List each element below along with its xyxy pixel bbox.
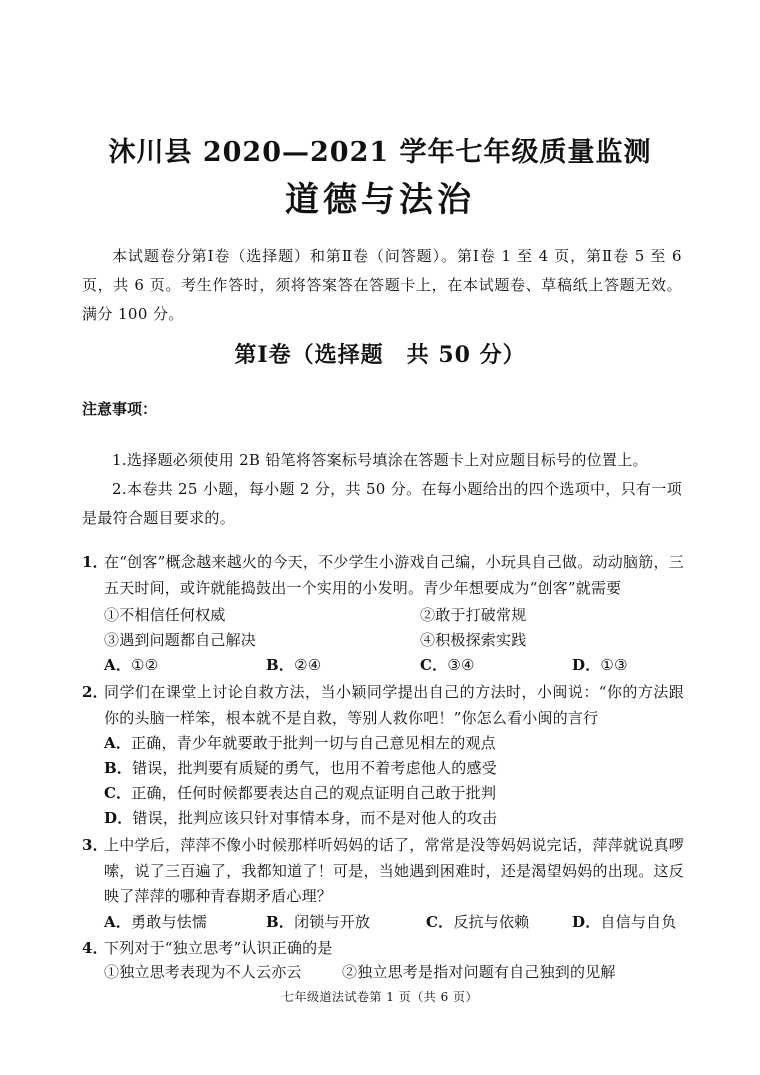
option-a — [104, 911, 207, 932]
option-text: 错误，批判要有质疑的勇气，也用不着考虑他人的感受 — [132, 759, 497, 777]
option-letter: B． — [104, 759, 133, 777]
exam-instructions: 本试题卷分第Ⅰ卷（选择题）和第Ⅱ卷（问答题）。第Ⅰ卷 1 至 4 页，第Ⅱ卷 5 至 6 页，共 6 页。考生作答时，须将答案答在答题卡上，在本试题卷、草稿纸上答题无效。满分 100 分。 — [82, 247, 682, 323]
option-text: 闭锁与开放 — [294, 913, 371, 931]
option-letter: A． — [104, 656, 132, 674]
option-letter: D． — [572, 913, 601, 931]
option-letter: D． — [572, 656, 601, 674]
option-b — [104, 757, 497, 778]
statement: ③遇到问题都自己解决 — [104, 631, 257, 649]
option-letter: B． — [266, 913, 295, 931]
question-stem: 同学们在课堂上讨论自救方法，当小颖同学提出自己的方法时，小闽说：“你的方法跟你的头脑一样笨，根本就不是自救，等别人救你吧！”你怎么看小闽的言行 — [104, 683, 684, 727]
statement: ①独立思考表现为不人云亦云 — [104, 963, 302, 981]
option-text: 反抗与依赖 — [453, 913, 530, 931]
question-number: 3． — [82, 836, 108, 854]
statement: ①不相信任何权威 — [104, 606, 226, 624]
question-1 — [82, 550, 682, 602]
option-text: 正确，青少年就要敢于批判一切与自己意见相左的观点 — [131, 734, 496, 752]
option-text: ②④ — [294, 656, 322, 674]
option-b — [266, 654, 321, 675]
question-3 — [82, 833, 682, 910]
notice-item: 2.本卷共 25 小题，每小题 2 分，共 50 分。在每小题给出的四个选项中，只有一项是最符合题目要求的。 — [82, 480, 682, 527]
option-letter: B． — [266, 656, 295, 674]
option-letter: C． — [104, 784, 132, 802]
option-text: ①③ — [600, 656, 628, 674]
notice-item: 1.选择题必须使用 2B 铅笔将答案标号填涂在答题卡上对应题目标号的位置上。 — [112, 451, 648, 469]
statement: ②敢于打破常规 — [420, 606, 527, 624]
section-title: 第Ⅰ卷（选择题 共 50 分） — [234, 342, 526, 368]
exam-title: 沐川县 2020—2021 学年七年级质量监测 — [108, 137, 652, 168]
question-stem: 在“创客”概念越来越火的今天，不少学生小游戏自己编，小玩具自己做。动动脑筋，三五天时间，或许就能捣鼓出一个实用的小发明。青少年想要成为“创客”就需要 — [104, 553, 684, 597]
option-text: 正确，任何时候都要表达自己的观点证明自己敢于批判 — [131, 784, 497, 802]
option-letter: A． — [104, 913, 132, 931]
page-footer: 七年级道法试卷第 1 页（共 6 页） — [281, 990, 479, 1004]
option-letter: A． — [104, 734, 132, 752]
option-c — [104, 782, 496, 803]
question-number: 2． — [82, 683, 108, 701]
option-a — [104, 732, 496, 753]
option-d — [104, 807, 497, 828]
option-a — [104, 654, 158, 675]
question-4 — [82, 936, 682, 962]
option-letter: C． — [420, 656, 448, 674]
option-letter: D． — [104, 809, 133, 827]
option-text: 勇敢与怯懦 — [131, 913, 208, 931]
option-c — [420, 654, 475, 675]
option-text: ①② — [131, 656, 159, 674]
question-stem: 上中学后，萍萍不像小时候那样听妈妈的话了，常常是没等妈妈说完话，萍萍就说真啰嗦，说了三百遍了，我都知道了！可是，当她遇到困难时，还是渴望妈妈的出现。这反映了萍萍的哪种青春期矛盾心理？ — [104, 836, 684, 905]
statement: ②独立思考是指对问题有自己独到的见解 — [342, 963, 616, 981]
option-c — [426, 911, 529, 932]
statement: ④积极探索实践 — [420, 631, 527, 649]
option-d — [572, 654, 628, 675]
option-text: ③④ — [447, 656, 475, 674]
option-d — [572, 911, 676, 932]
question-2 — [82, 680, 682, 732]
option-text: 错误，批判应该只针对事情本身，而不是对他人的攻击 — [132, 809, 498, 827]
option-letter: C． — [426, 913, 454, 931]
question-stem: 下列对于“独立思考”认识正确的是 — [104, 939, 333, 957]
option-b — [266, 911, 370, 932]
subject-title: 道德与法治 — [285, 180, 475, 220]
notice-title: 注意事项： — [82, 400, 158, 418]
option-text: 自信与自负 — [600, 913, 677, 931]
question-number: 4． — [82, 939, 108, 957]
question-number: 1． — [82, 553, 108, 571]
